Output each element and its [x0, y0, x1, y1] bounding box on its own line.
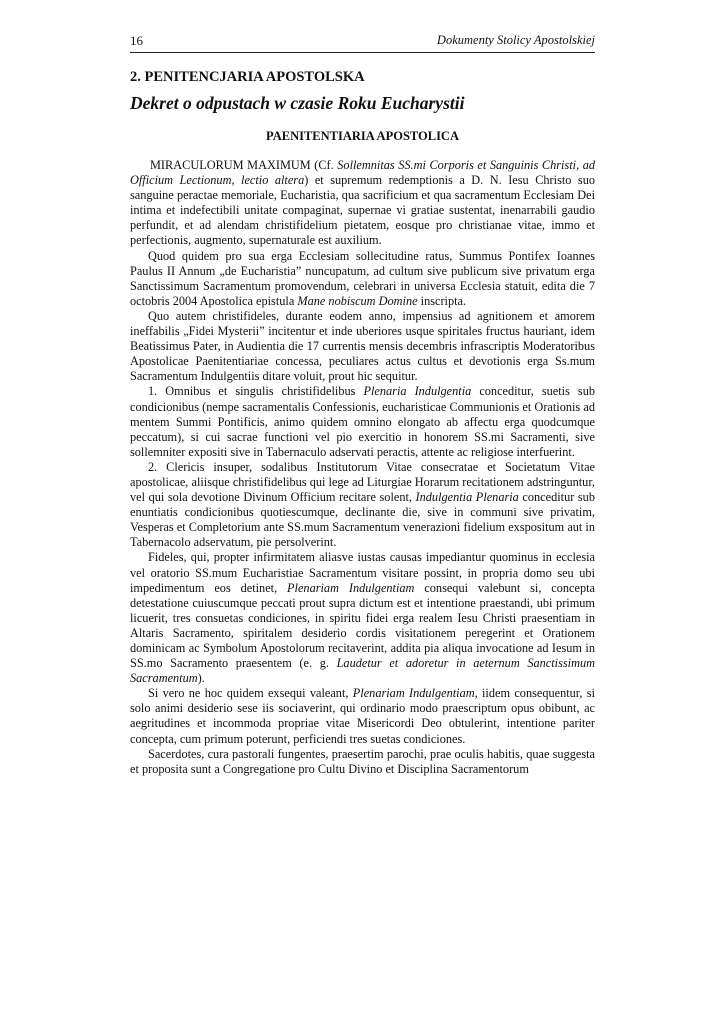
journal-title: Dokumenty Stolicy Apostolskiej [436, 33, 595, 47]
issuer-heading: PAENITENTIARIA APOSTOLICA [266, 129, 459, 143]
paragraph-8: Sacerdotes, cura pastorali fungentes, praesertim parochi, prae oculis habitis, quae suggesta et proposita sunt a Congregatione pro Cultu Divino et Disciplina Sacramentorum [130, 746, 595, 776]
paragraph-3: Quo autem christifideles, durante eodem anno, impensius ad agnitionem et amorem ineffabilis „Fidei Mysterii” incitentur et inde uberiores usque spiritales fructus hauriant, idem Beatissimus Pater, in Audientia die 17 currentis mensis decembris infrascriptis Moderatoribus Apostolicae Paenitentiariae concessa, peculiares actus cultus et devotionis erga Ss.mum Sacramentum Indulgentiis ditare voluit, prout hic sequitur. [130, 308, 595, 384]
section-heading: 2. PENITENCJARIA APOSTOLSKA [130, 69, 365, 85]
paragraph-2: Quod quidem pro sua erga Ecclesiam sollecitudine ratus, Summus Pontifex Ioannes Paulus II Annum „de Eucharistia” nuncupatum, ad cultum sive publicum sive privatum erga Sanctissimum Sacramentum promovendum, celebrari in universa Ecclesia statuit, edita die 7 octobris 2004 Apostolica epistula Mane nobiscum Domine inscripta. [130, 248, 595, 308]
paragraph-6: Fideles, qui, propter infirmitatem aliasve iustas causas impediantur quominus in ecclesia vel oratorio SS.mum Eucharistiae Sacramentum visitare possint, in propria domo seu ubi impedimentum eos detinet, Plenariam Indulgentiam consequi valebunt si, concepta detestatione cuiuscumque peccati prout supra dictum est et intentione praestandi, ubi primum licuerit, tres consuetas condiciones, in spiritu fidei erga realem Iesu Christi praesentiam in Altaris Sacramento, spiritalem desiderio cordis visitationem peregerint et Orationem dominicam ac Symbolum Apostolorum recitaverint, addita pia aliqua invocatione ad Iesum in SS.mo Sacramento praesentem (e. g. Laudetur et adoretur in aeternum Sanctissimum Sacramentum). [130, 550, 595, 686]
document-title: Dekret o odpustach w czasie Roku Eucharystii [130, 93, 465, 113]
paragraph-7: Si vero ne hoc quidem exsequi valeant, Plenariam Indulgentiam, iidem consequentur, si solo animi desiderio sese iis sociaverint, qui ordinario modo praescriptum opus obibunt, ac aegritudines et incommoda propriae vitae Misericordi Deo obtulerint, intentione pariter concepta, cum primum poterunt, perficiendi tres suetas condiciones. [130, 686, 596, 746]
article-body [130, 68, 595, 777]
paragraph-4: 1. Omnibus et singulis christifidelibus Plenaria Indulgentia conceditur, suetis sub condicionibus (nempe sacramentalis Confessionis, eucharisticae Communionis et Orationis ad mentem Summi Pontificis, animo quidem omnino elongato ab affectu erga quodcumque peccatum), si cui sacrae functioni vel pio exercitio in honorem SS.mi Sacramenti, sive sollemniter expositi sive in Tabernaculo adservati peractis, attente ac religiose interfuerint. [130, 384, 595, 459]
paragraph-5: 2. Clericis insuper, sodalibus Institutorum Vitae consecratae et Societatum Vitae apostolicae, aliisque christifidelibus qui lege ad Liturgiae Horarum recitationem adstringuntur, vel qui sola devotione Divinum Officium recitare solent, Indulgentia Plenaria conceditur sub enuntiatis condicionibus quotiescumque, declinante die, sive in communi sive privatim, Vesperas et Completorium ante SS.mum Sacramentum venerazioni fidelium exspositum aut in Tabernacolo adservatum, pie persolverint. [130, 459, 595, 550]
paragraph-1: MIRACULORUM MAXIMUM (Cf. Sollemnitas SS.mi Corporis et Sanguinis Christi, ad Officium Lectionum, lectio altera) et supremum redemptionis a D. N. Iesu Christo suo sanguine peractae memoriale, Eucharistia, qua sacrificium et qua sacramentum Ecclesiam Dei intima et indefectibili unitate compaginat, supernae vi gratiae sustentat, inenarrabili gaudio perfundit, et ad alendam christifidelium pietatem, eosque pro christianae vitae, immo et perfectionis, augmento, supernaturale est auxilium. [130, 158, 596, 248]
page-number: 16 [130, 33, 143, 48]
running-header [130, 30, 595, 53]
